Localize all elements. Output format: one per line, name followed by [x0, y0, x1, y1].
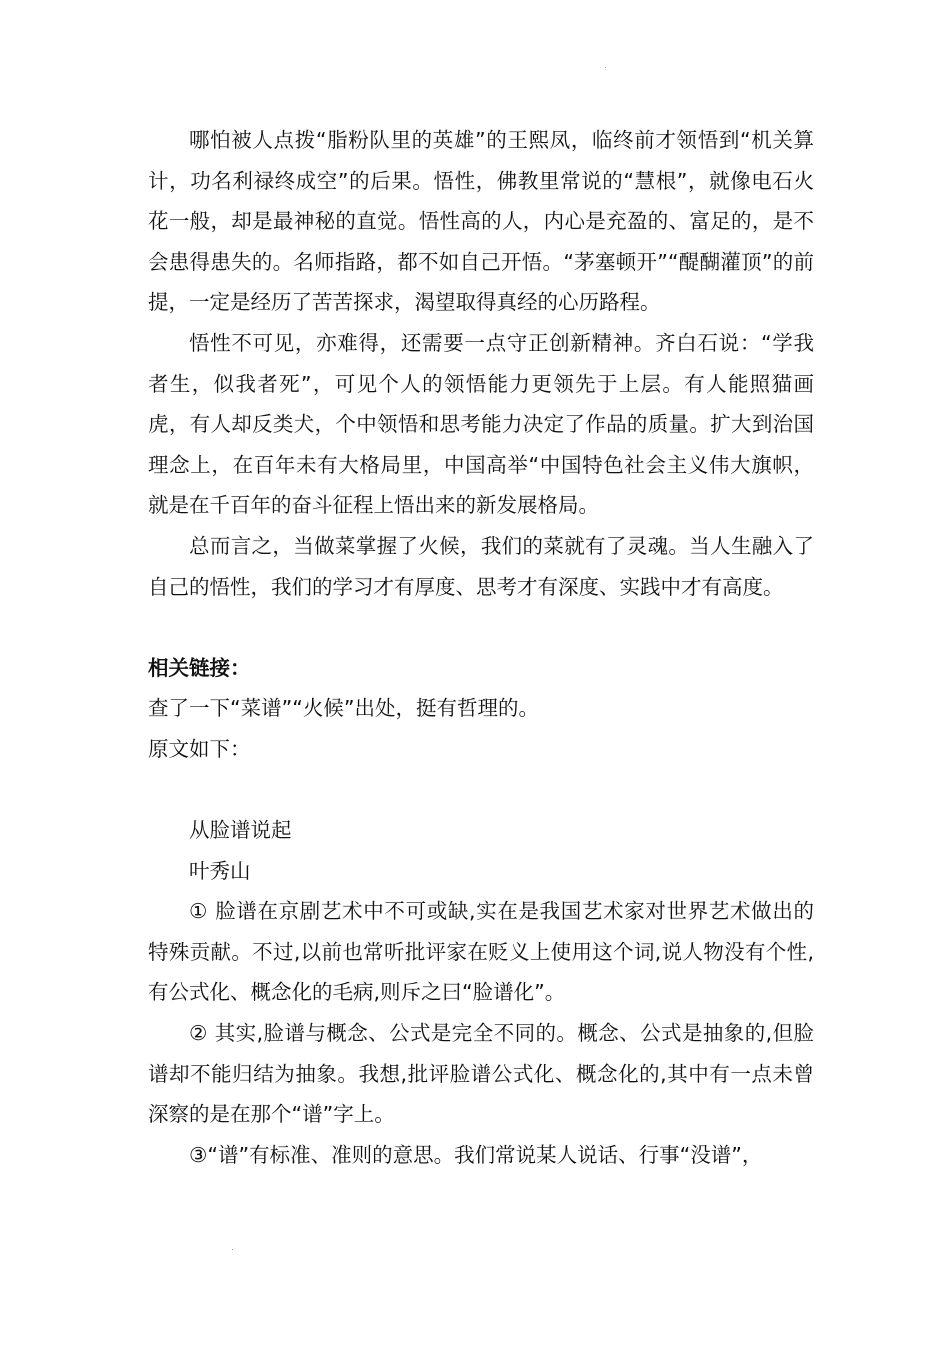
scan-speck: [232, 1249, 233, 1250]
document-body: [148, 120, 814, 1175]
article-paragraph-3: ③“谱”有标准、准则的意思。我们常说某人说话、行事“没谱”，: [189, 1142, 763, 1167]
article-author: 叶秀山: [189, 858, 251, 883]
spacer: [148, 770, 814, 811]
body-paragraph-3: 总而言之，当做菜掌握了火候，我们的菜就有了灵魂。当人生融入了自己的悟性，我们的学习才有厚度、思考才有深度、实践中才有高度。: [148, 533, 814, 599]
scan-speck: [605, 67, 606, 68]
article-paragraph-1: ① 脸谱在京剧艺术中不可或缺,实在是我国艺术家对世界艺术做出的特殊贡献。不过,以前也常听批评家在贬义上使用这个词,说人物没有个性,有公式化、概念化的毛病,则斥之曰“脸谱化”。: [148, 899, 814, 1005]
related-note: 查了一下“菜谱”“火候”出处，挺有哲理的。: [148, 696, 539, 721]
original-text-label: 原文如下：: [148, 736, 251, 761]
article-paragraph-2: ② 其实,脸谱与概念、公式是完全不同的。概念、公式是抽象的,但脸谱却不能归结为抽象。我想,批评脸谱公式化、概念化的,其中有一点未曾深察的是在那个“谱”字上。: [148, 1021, 814, 1127]
body-paragraph-2: 悟性不可见，亦难得，还需要一点守正创新精神。齐白石说：“学我者生，似我者死”，可见个人的领悟能力更领先于上层。有人能照猫画虎，有人却反类犬，个中领悟和思考能力决定了作品的质量。扩大到治国理念上，在百年未有大格局里，中国高举“中国特色社会主义伟大旗帜，就是在千百年的奋斗征程上悟出来的新发展格局。: [148, 330, 814, 518]
body-paragraph-1: 哪怕被人点拨“脂粉队里的英雄”的王熙凤，临终前才领悟到“机关算计，功名利禄终成空”的后果。悟性，佛教里常说的“慧根”，就像电石火花一般，却是最神秘的直觉。悟性高的人，内心是充盈的、富足的，是不会患得患失的。名师指路，都不如自己开悟。“茅塞顿开”“醍醐灌顶”的前提，一定是经历了苦苦探求，渴望取得真经的心历路程。: [148, 128, 814, 315]
spacer: [148, 607, 814, 648]
related-links-heading: 相关链接：: [148, 655, 251, 680]
article-title: 从脸谱说起: [189, 818, 292, 843]
